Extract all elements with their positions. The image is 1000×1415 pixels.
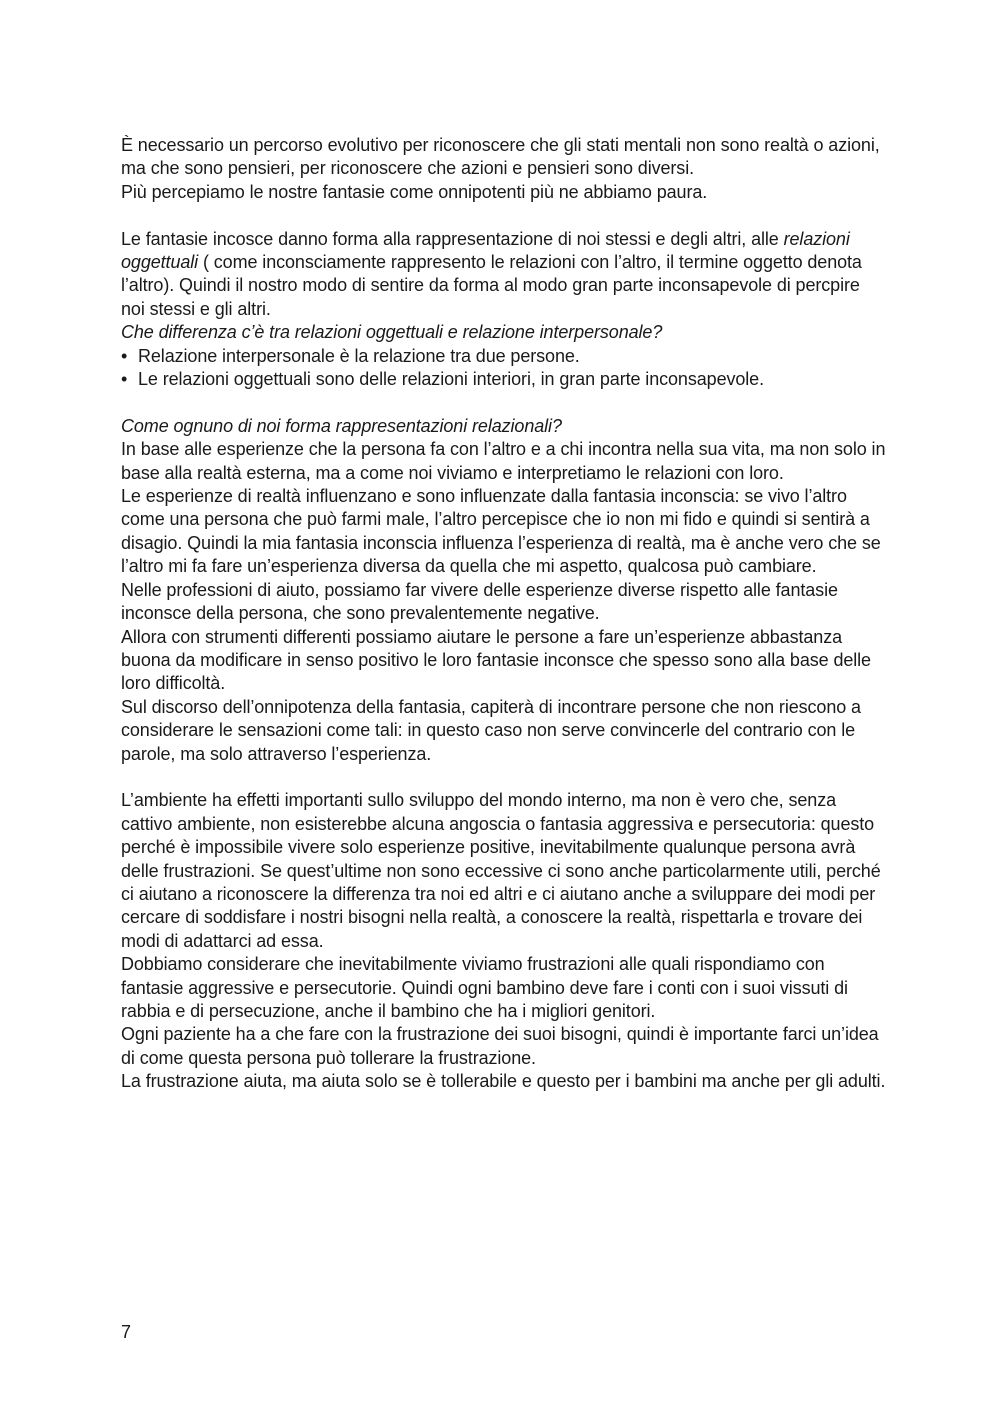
paragraph-different-tools: Allora con strumenti differenti possiamo aiutare le persone a fare un’esperienze abbastanza buona da modificare in senso positivo le loro fantasie inconsce che spesso sono alla base delle loro difficoltà. [121, 626, 871, 694]
paragraph-object-relations [121, 228, 886, 322]
page-body [121, 134, 886, 1094]
bullet-text: Relazione interpersonale è la relazione tra due persone. [138, 345, 580, 366]
bullet-marker: • [121, 345, 128, 366]
bullet-item [121, 368, 886, 391]
paragraph-evolutive-path: È necessario un percorso evolutivo per riconoscere che gli stati mentali non sono realtà o azioni, ma che sono pensieri, per riconoscere che azioni e pensieri sono diversi. [121, 135, 880, 179]
paragraph-frustrations: Dobbiamo considerare che inevitabilmente viviamo frustrazioni alle quali rispondiamo con fantasie aggressive e persecutorie. Quindi ogni bambino deve fare i conti con i suoi vissuti di rabbia e di persecuzione, anche il bambino che ha i migliori genitori. [121, 954, 848, 1021]
object-relations-text-end: ( come inconsciamente rappresento le relazioni con l’altro, il termine oggetto denota l’altro). Quindi il nostro modo di sentire da forma al modo gran parte inconsapevole di percpire noi stessi e gli altri. [121, 252, 862, 319]
paragraph-experiences: In base alle esperienze che la persona fa con l’altro e a chi incontra nella sua vita, ma non solo in base alla realtà esterna, ma a come noi viviamo e interpretiamo le relazioni con loro. [121, 439, 886, 483]
bullet-marker: • [121, 369, 128, 390]
bullet-text: Le relazioni oggettuali sono delle relazioni interiori, in gran parte inconsapevole. [138, 369, 764, 390]
paragraph-tolerable-frustration: La frustrazione aiuta, ma aiuta solo se è tollerabile e questo per i bambini ma anche per gli adulti. [121, 1071, 886, 1092]
paragraph-gap [121, 391, 886, 414]
paragraph-helping-professions: Nelle professioni di aiuto, possiamo far vivere delle esperienze diverse rispetto alle fantasie inconsce della persona, che sono prevalentemente negative. [121, 579, 838, 624]
paragraph-gap [121, 766, 886, 789]
paragraph-fantasy-omnipotence: Sul discorso dell’onnipotenza della fantasia, capiterà di incontrare persone che non riescono a considerare le sensazioni come tali: in questo caso non serve convincerle del contrario con le parole, ma solo attraverso l’esperienza. [121, 696, 861, 764]
object-relations-term: relazioni oggettuali [121, 228, 850, 273]
question-relational-representations: Come ognuno di noi forma rappresentazioni relazionali? [121, 415, 562, 436]
page-number: 7 [121, 1322, 132, 1342]
paragraph-reality-experiences: Le esperienze di realtà influenzano e sono influenzate dalla fantasia inconscia: se vivo l’altro come una persona che può farmi male, l’altro percepisce che io non mi fido e quindi si sentirà a disagio. Quindi la mia fantasia inconscia influenza l’esperienza di realtà, ma è anche vero che se l’altro mi fa fare un’esperienza diversa da quella che mi aspetto, qualcosa può cambiare. [121, 486, 881, 577]
question-relations-difference: Che differenza c’è tra relazioni oggettuali e relazione interpersonale? [121, 322, 663, 343]
paragraph-patient-frustration: Ogni paziente ha a che fare con la frustrazione dei suoi bisogni, quindi è importante farci un’idea di come questa persona può tollerare la frustrazione. [121, 1024, 879, 1068]
bullet-item [121, 345, 886, 368]
object-relations-text-start: Le fantasie incosce danno forma alla rappresentazione di noi stessi e degli altri, alle [121, 228, 784, 249]
paragraph-omnipotent-fantasies: Più percepiamo le nostre fantasie come onnipotenti più ne abbiamo paura. [121, 181, 708, 202]
paragraph-gap [121, 204, 886, 227]
paragraph-environment: L’ambiente ha effetti importanti sullo sviluppo del mondo interno, ma non è vero che, senza cattivo ambiente, non esisterebbe alcuna angoscia o fantasia aggressiva e persecutoria: questo perché è impossibile vivere solo esperienze positive, inevitabilmente qualunque persona avrà delle frustrazioni. Se quest’ultime non sono eccessive ci sono anche particolarmente utili, perché ci aiutano a riconoscere la differenza tra noi ed altri e ci aiutano anche a sviluppare dei modi per cercare di soddisfare i nostri bisogni nella realtà, a conoscere la realtà, rispettarla e trovare dei modi di adattarci ad essa. [121, 790, 881, 951]
